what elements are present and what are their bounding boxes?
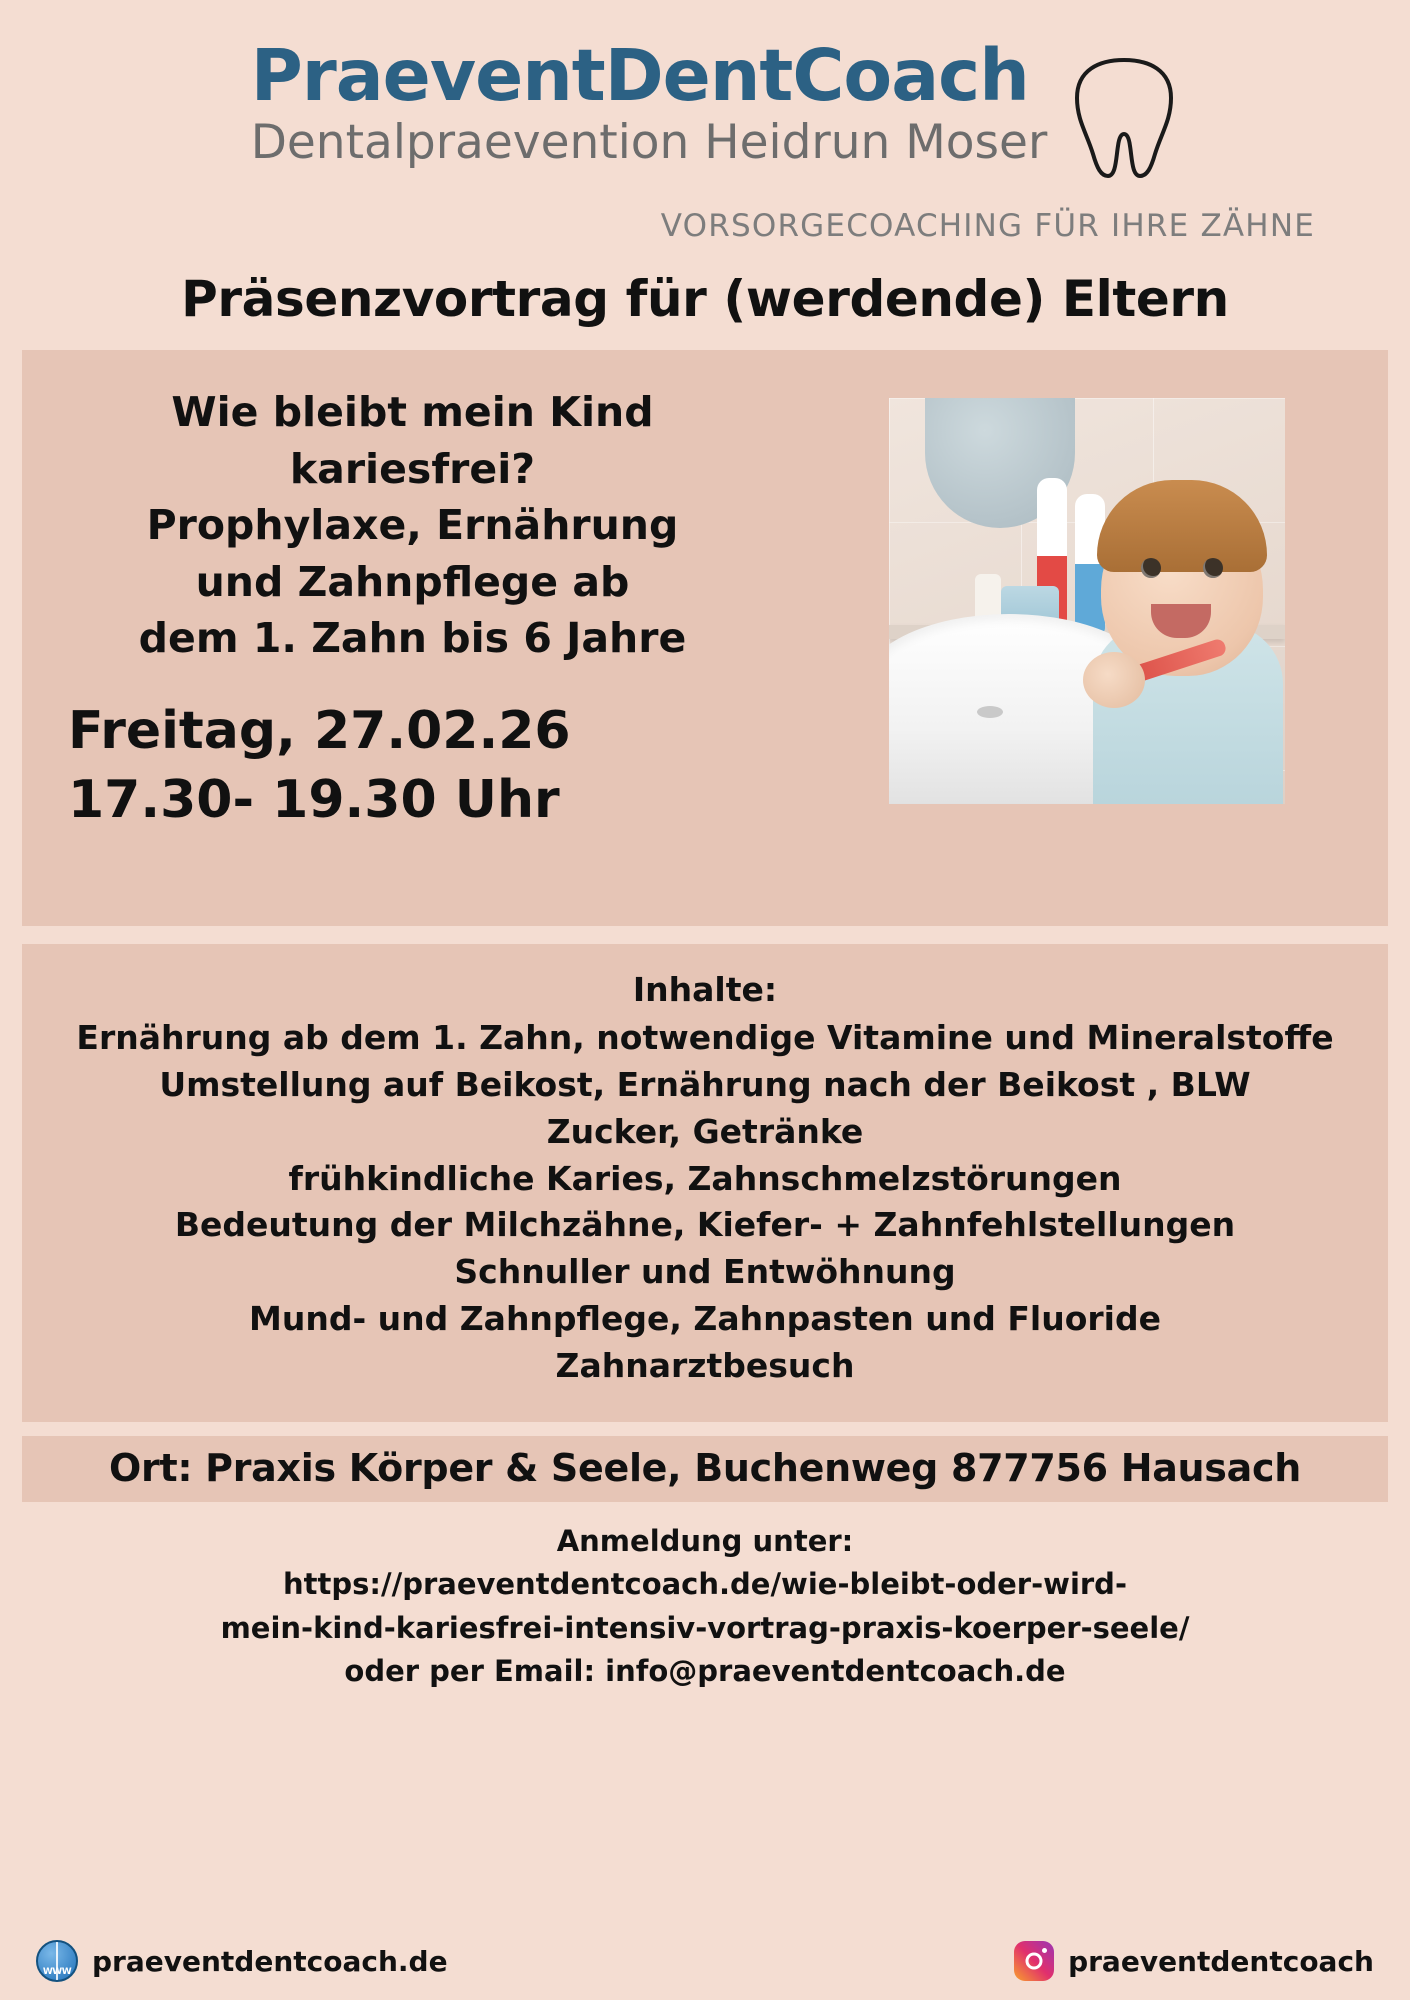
globe-icon: [36, 1940, 78, 1982]
topic-line: kariesfrei?: [289, 444, 536, 493]
event-panel: [22, 350, 1388, 926]
page-title: Präsenzvortrag für (werdende) Eltern: [181, 270, 1229, 328]
content-line: Schnuller und Entwöhnung: [454, 1252, 956, 1292]
registration-block: [0, 1520, 1410, 1694]
topic-line: Wie bleibt mein Kind: [171, 388, 654, 436]
child-brushing-teeth-photo: [889, 398, 1285, 804]
website-label: praeventdentcoach.de: [92, 1944, 448, 1978]
poster-header: [0, 0, 1410, 244]
tooth-icon: [1069, 54, 1179, 186]
website-link[interactable]: [36, 1940, 448, 1982]
instagram-label: praeventdentcoach: [1068, 1944, 1374, 1978]
topic-line: Prophylaxe, Ernährung: [146, 501, 679, 550]
brand-tagline: VORSORGECOACHING FÜR IHRE ZÄHNE: [660, 208, 1315, 244]
brand-subtitle: Dentalpraevention Heidrun Moser: [250, 115, 1048, 170]
content-line: Zahnarztbesuch: [555, 1346, 855, 1386]
logo-row: [0, 34, 1410, 186]
event-datetime: [38, 697, 787, 834]
content-line: Mund- und Zahnpflege, Zahnpasten und Fluoride: [249, 1299, 1161, 1339]
content-title: Inhalte:: [632, 970, 778, 1009]
content-line: Ernährung ab dem 1. Zahn, notwendige Vitamine und Mineralstoffe: [76, 1018, 1334, 1057]
content-panel: [22, 944, 1388, 1422]
content-line: Umstellung auf Beikost, Ernährung nach der Beikost , BLW: [159, 1064, 1251, 1104]
instagram-link[interactable]: [1014, 1941, 1374, 1981]
instagram-icon: [1014, 1941, 1054, 1981]
registration-email[interactable]: oder per Email: info@praeventdentcoach.de: [344, 1654, 1066, 1689]
event-image-container: [787, 384, 1388, 884]
location-bar: Ort: Praxis Körper & Seele, Buchenweg 877756 Hausach: [22, 1436, 1388, 1502]
logo-text-block: [250, 34, 1048, 174]
event-details: [22, 384, 787, 884]
event-date: Freitag, 27.02.26: [68, 700, 571, 761]
content-line: Zucker, Getränke: [546, 1111, 864, 1151]
poster-footer: [0, 1940, 1410, 1982]
topic-line: und Zahnpflege ab: [195, 557, 630, 606]
content-line: Bedeutung der Milchzähne, Kiefer- + Zahnfehlstellungen: [174, 1205, 1236, 1245]
registration-url-line-2[interactable]: mein-kind-kariesfrei-intensiv-vortrag-praxis-koerper-seele/: [220, 1610, 1190, 1645]
event-topic: [38, 384, 787, 667]
topic-line: dem 1. Zahn bis 6 Jahre: [138, 614, 687, 663]
event-time: 17.30- 19.30 Uhr: [68, 769, 560, 830]
content-line: frühkindliche Karies, Zahnschmelzstörungen: [288, 1158, 1122, 1198]
registration-url-line-1[interactable]: https://praeventdentcoach.de/wie-bleibt-oder-wird-: [283, 1567, 1127, 1602]
brand-title: PraeventDentCoach: [250, 34, 1029, 117]
registration-intro: Anmeldung unter:: [556, 1523, 854, 1558]
